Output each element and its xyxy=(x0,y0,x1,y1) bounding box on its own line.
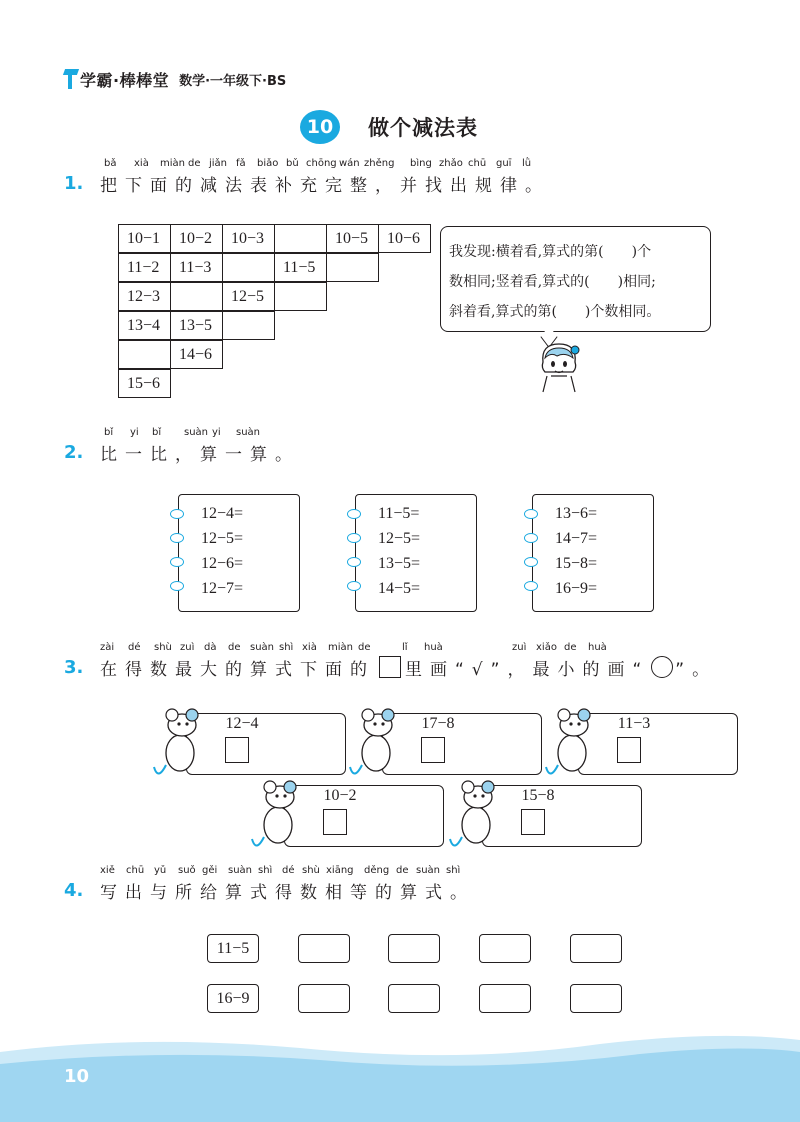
table-cell: 10−1 xyxy=(118,224,171,253)
question-1-pinyin: bǎ xià miàn de jiǎn fǎ biǎo bǔ chōng wán zhěng bìng zhǎo chū guī lǜ xyxy=(104,158,532,169)
equation-row[interactable]: 13−5= xyxy=(378,555,421,572)
table-cell: 12−3 xyxy=(118,282,171,311)
answer-field[interactable] xyxy=(388,984,440,1013)
equation-row[interactable]: 14−5= xyxy=(378,580,421,597)
mouse-icon xyxy=(250,775,300,855)
answer-box[interactable] xyxy=(421,737,445,763)
table-cell: 11−3 xyxy=(170,253,223,282)
spiral-ring-icon xyxy=(170,533,184,543)
spiral-ring-icon xyxy=(524,557,538,567)
question-4-number: 4. xyxy=(64,879,84,901)
answer-box[interactable] xyxy=(225,737,249,763)
footer-wave-decoration xyxy=(0,1030,800,1122)
table-cell-blank[interactable] xyxy=(274,224,327,253)
spiral-ring-icon xyxy=(347,509,361,519)
answer-box[interactable] xyxy=(521,809,545,835)
brand-logo-icon xyxy=(64,69,78,89)
lesson-title: 做个减法表 xyxy=(368,116,478,140)
speech-line: 数相同;竖着看,算式的( )相同; xyxy=(449,274,656,290)
spiral-ring-icon xyxy=(347,557,361,567)
book-header xyxy=(64,68,286,90)
mouse-icon xyxy=(544,703,594,783)
answer-box-icon xyxy=(379,656,401,678)
card-expression: 17−8 xyxy=(421,715,455,732)
equation-row[interactable]: 12−5= xyxy=(378,530,421,547)
card-expression: 11−3 xyxy=(617,715,651,732)
spiral-ring-icon xyxy=(524,581,538,591)
answer-field[interactable] xyxy=(570,984,622,1013)
spiral-ring-icon xyxy=(170,509,184,519)
girl-illustration-icon xyxy=(533,338,585,394)
mouse-icon xyxy=(348,703,398,783)
given-expression: 11−5 xyxy=(207,934,259,963)
notebook-card xyxy=(355,494,477,612)
table-cell: 10−6 xyxy=(378,224,431,253)
answer-circle-icon xyxy=(651,656,673,678)
question-3-text-c: ”。 xyxy=(675,659,718,680)
card-expression: 12−4 xyxy=(225,715,259,732)
table-cell: 11−5 xyxy=(274,253,327,282)
table-cell: 10−2 xyxy=(170,224,223,253)
question-2-number: 2. xyxy=(64,441,84,463)
page-number: 10 xyxy=(64,1066,90,1087)
answer-field[interactable] xyxy=(479,934,531,963)
answer-field[interactable] xyxy=(479,984,531,1013)
question-4 xyxy=(64,865,475,902)
equation-row[interactable]: 11−5= xyxy=(378,505,420,522)
question-1-text: 把下面的减法表补充完整，并找出规律。 xyxy=(100,175,550,196)
notebook-card xyxy=(532,494,654,612)
table-cell-blank[interactable] xyxy=(170,282,223,311)
card-expression: 10−2 xyxy=(323,787,357,804)
notebook-card xyxy=(178,494,300,612)
spiral-ring-icon xyxy=(170,581,184,591)
question-3-pinyin: zài dé shù zuì dà de suàn shì xià miàn de lǐ huà zuì xiǎo de huà xyxy=(100,642,607,653)
table-cell: 15−6 xyxy=(118,369,171,398)
equation-row[interactable]: 12−6= xyxy=(201,555,244,572)
table-cell: 13−4 xyxy=(118,311,171,340)
spiral-ring-icon xyxy=(524,509,538,519)
equation-row[interactable]: 13−6= xyxy=(555,505,598,522)
mouse-card xyxy=(250,775,444,865)
question-4-text: 写出与所给算式得数相等的算式。 xyxy=(100,882,475,903)
mouse-icon xyxy=(448,775,498,855)
spiral-ring-icon xyxy=(347,533,361,543)
equation-row[interactable]: 12−7= xyxy=(201,580,244,597)
question-3-text-a: 在得数最大的算式下面的 xyxy=(100,659,375,680)
table-cell: 14−6 xyxy=(170,340,223,369)
equation-row[interactable]: 14−7= xyxy=(555,530,598,547)
table-cell: 13−5 xyxy=(170,311,223,340)
table-cell-blank[interactable] xyxy=(222,253,275,282)
table-cell: 12−5 xyxy=(222,282,275,311)
table-cell: 11−2 xyxy=(118,253,171,282)
question-3-text-b: 里画“√”，最小的画“ xyxy=(405,659,650,680)
answer-box[interactable] xyxy=(617,737,641,763)
spiral-ring-icon xyxy=(524,533,538,543)
table-cell-blank[interactable] xyxy=(118,340,171,369)
equation-row[interactable]: 12−4= xyxy=(201,505,244,522)
spiral-ring-icon xyxy=(170,557,184,567)
answer-box[interactable] xyxy=(323,809,347,835)
question-3 xyxy=(64,642,717,679)
answer-field[interactable] xyxy=(298,934,350,963)
table-cell-blank[interactable] xyxy=(326,253,379,282)
table-cell-blank[interactable] xyxy=(222,311,275,340)
question-3-number: 3. xyxy=(64,656,84,678)
answer-field[interactable] xyxy=(388,934,440,963)
speech-line: 我发现:横着看,算式的第( )个 xyxy=(449,244,652,260)
lesson-number-badge: 10 xyxy=(300,110,340,144)
question-4-pinyin: xiě chū yǔ suǒ gěi suàn shì dé shù xiāng děng de suàn shì xyxy=(100,865,461,876)
question-2-text: 比一比，算一算。 xyxy=(100,444,300,465)
card-expression: 15−8 xyxy=(521,787,555,804)
question-1 xyxy=(64,158,550,195)
brand-name: 学霸·棒棒堂 xyxy=(80,70,170,90)
equation-row[interactable]: 16−9= xyxy=(555,580,598,597)
answer-field[interactable] xyxy=(298,984,350,1013)
given-expression: 16−9 xyxy=(207,984,259,1013)
equation-row[interactable]: 15−8= xyxy=(555,555,598,572)
mouse-card xyxy=(448,775,642,865)
table-cell: 10−3 xyxy=(222,224,275,253)
question-2 xyxy=(64,427,300,464)
table-cell: 10−5 xyxy=(326,224,379,253)
equation-row[interactable]: 12−5= xyxy=(201,530,244,547)
question-1-number: 1. xyxy=(64,172,84,194)
subject-label: 数学·一年级下·BS xyxy=(179,73,287,89)
spiral-ring-icon xyxy=(347,581,361,591)
speech-line: 斜着看,算式的第( )个数相同。 xyxy=(449,304,661,320)
speech-bubble xyxy=(440,226,711,332)
table-cell-blank[interactable] xyxy=(274,282,327,311)
lesson-heading xyxy=(300,110,478,144)
answer-field[interactable] xyxy=(570,934,622,963)
mouse-icon xyxy=(152,703,202,783)
question-2-pinyin: bǐ yi bǐ suàn yi suàn xyxy=(104,427,261,438)
